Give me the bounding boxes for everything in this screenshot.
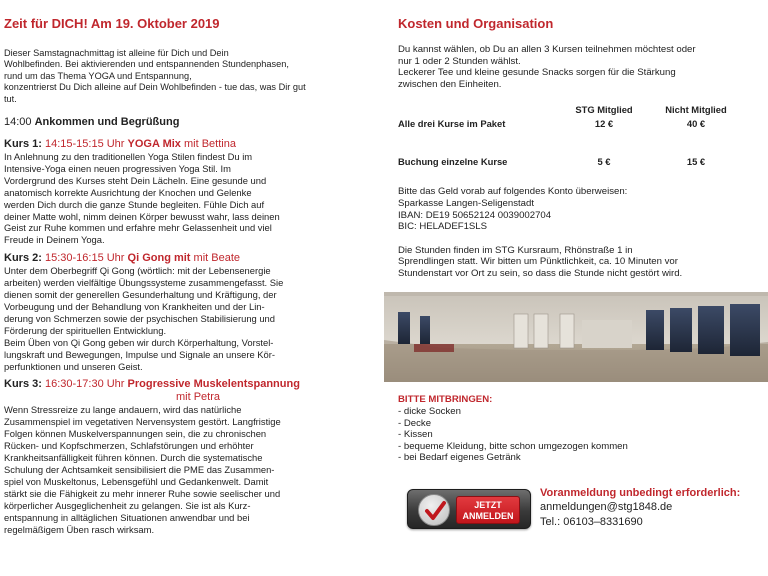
course-line: Vordergrund des Kurses steht Dein Lächeln. Eine gesunde und bbox=[4, 174, 267, 186]
registration-phone: Tel.: 06103–8331690 bbox=[540, 516, 643, 528]
course-line: In Anlehnung zu den traditionellen Yoga Stilen findest Du im bbox=[4, 151, 253, 163]
course-line: spiel von Muskeltonus, Lebensgefühl und Gedankenwelt. Damit bbox=[4, 475, 269, 487]
list-item: - bei Bedarf eigenes Getränk bbox=[398, 452, 521, 464]
list-item: - Kissen bbox=[398, 429, 433, 441]
room-panorama-image bbox=[384, 292, 768, 382]
course-heading bbox=[4, 138, 376, 151]
course-line: perfunktionen und unseren Geist. bbox=[4, 360, 143, 372]
registration-info bbox=[540, 486, 756, 530]
course-label: Kurs 2: bbox=[4, 252, 42, 265]
bank-line: IBAN: DE19 50652124 0039002704 bbox=[398, 209, 552, 221]
course-line: Förderung der spirituellen Entwicklung. bbox=[4, 324, 167, 336]
course-line: Geist zur Ruhe kommen und erfahre mehr Gelassenheit und viel bbox=[4, 222, 272, 234]
bring-title: BITTE MITBRINGEN: bbox=[398, 394, 493, 405]
price-row bbox=[398, 154, 742, 168]
bank-line: BIC: HELADEF1SLS bbox=[398, 221, 488, 233]
course-description bbox=[4, 265, 376, 372]
price-header-nonmember: Nicht Mitglied bbox=[665, 103, 727, 115]
bring-list bbox=[398, 406, 738, 464]
intro-line: rund um das Thema YOGA und Entspannung, bbox=[4, 70, 192, 81]
costs-line: zwischen den Einheiten. bbox=[398, 78, 502, 90]
course-line: anatomisch korrekte Ausrichtung der Knochen und Gelenke bbox=[4, 186, 252, 198]
price-member: 12 € bbox=[594, 117, 614, 129]
location-line: Sprendlingen statt. Wir bitten um Pünktlichkeit, ca. 10 Minuten vor bbox=[398, 256, 678, 268]
intro-line: Dieser Samstagnachmittag ist alleine für Dich und Dein bbox=[4, 48, 229, 58]
course-time: 16:30-17:30 Uhr bbox=[44, 378, 125, 391]
course-time: 14:15-15:15 Uhr bbox=[44, 138, 125, 151]
bank-line: Bitte das Geld vorab auf folgendes Konto überweisen: bbox=[398, 186, 628, 198]
course-3 bbox=[4, 378, 376, 535]
course-line: Intensive-Yoga einen neuen progressiven Yoga Stil. Im bbox=[4, 162, 231, 174]
price-nonmember: 40 € bbox=[686, 117, 706, 129]
bank-details bbox=[398, 186, 754, 232]
course-line: Beim Üben von Qi Gong geben wir durch Körperhaltung, Vorstel- bbox=[4, 336, 274, 348]
price-table bbox=[398, 102, 742, 168]
course-line: derung von Schmerzen sowie der psychischen Stabilisierung und bbox=[4, 312, 275, 324]
course-line: regelmäßigem Üben rasch wirksam. bbox=[4, 523, 155, 535]
course-line: Unter dem Oberbegriff Qi Gong (wörtlich: mit der Lebensenergie bbox=[4, 265, 271, 277]
course-line: entspannung in alltäglichen Situationen anwendbar und bei bbox=[4, 511, 250, 523]
course-room-photo bbox=[384, 292, 768, 382]
course-line: Vorbeugung und der Behandlung von Krankheiten und der Lin- bbox=[4, 301, 265, 312]
course-description bbox=[4, 404, 376, 535]
course-name: Qi Gong mit bbox=[127, 252, 191, 265]
register-now-label: JETZT ANMELDEN bbox=[456, 496, 520, 524]
course-line: Krankheitsanfälligkeit führen können. Durch die systematische bbox=[4, 452, 263, 464]
checkmark-icon bbox=[418, 494, 450, 526]
course-label: Kurs 3: bbox=[4, 378, 42, 391]
left-column bbox=[4, 16, 376, 541]
course-time: 15:30-16:15 Uhr bbox=[44, 252, 125, 265]
arrival-label: Ankommen und Begrüßung bbox=[34, 116, 180, 129]
intro-line: tut. bbox=[4, 93, 17, 104]
costs-line: nur 1 oder 2 Stunden wählst. bbox=[398, 55, 521, 67]
course-name: YOGA Mix bbox=[127, 138, 181, 151]
list-item: - bequeme Kleidung, bitte schon umgezogen kommen bbox=[398, 440, 628, 452]
right-column bbox=[398, 16, 754, 280]
course-line: Freude in Deinem Yoga. bbox=[4, 234, 105, 246]
costs-line: Du kannst wählen, ob Du an allen 3 Kursen teilnehmen möchtest oder bbox=[398, 44, 696, 55]
location-line: Die Stunden finden im STG Kursraum, Rhönstraße 1 in bbox=[398, 244, 633, 256]
registration-title: Voranmeldung unbedingt erforderlich: bbox=[540, 487, 741, 499]
course-2 bbox=[4, 252, 376, 372]
price-row bbox=[398, 116, 742, 130]
course-instructor: mit Petra bbox=[176, 391, 221, 404]
course-label: Kurs 1: bbox=[4, 138, 42, 151]
costs-intro bbox=[398, 44, 754, 90]
intro-paragraph bbox=[4, 48, 376, 105]
register-now-button[interactable] bbox=[407, 489, 531, 529]
list-item: - dicke Socken bbox=[398, 406, 461, 417]
course-description bbox=[4, 151, 376, 246]
course-1 bbox=[4, 138, 376, 246]
price-header-row bbox=[398, 102, 742, 116]
price-row-label: Alle drei Kurse im Paket bbox=[398, 117, 506, 129]
arrival-line bbox=[4, 115, 376, 129]
price-row-label: Buchung einzelne Kurse bbox=[398, 155, 508, 167]
course-line: lungskraft und Bewegungen, Impulse und Signale an unsere Kör- bbox=[4, 348, 276, 360]
arrival-time: 14:00 bbox=[4, 116, 32, 129]
registration-email[interactable]: anmeldungen@stg1848.de bbox=[540, 501, 673, 513]
list-item: - Decke bbox=[398, 417, 432, 429]
course-line: arbeiten) werden vielfältige Übungssysteme zusammengefasst. Sie bbox=[4, 277, 284, 289]
course-instructor: mit Bettina bbox=[183, 138, 236, 151]
bank-line: Sparkasse Langen-Seligenstadt bbox=[398, 197, 535, 209]
course-instructor: mit Beate bbox=[193, 252, 241, 265]
course-line: Schulung der Achtsamkeit sensibilisiert die PME das Zusammen- bbox=[4, 463, 275, 475]
page-title: Zeit für DICH! Am 19. Oktober 2019 bbox=[4, 16, 220, 31]
course-line: Rücken- und Kopfschmerzen, Schlafstörungen und erhöhter bbox=[4, 440, 254, 452]
intro-line: Wohlbefinden. Bei aktivierenden und entspannenden Stundenphasen, bbox=[4, 59, 289, 70]
course-line: Zusammenspiel im vegetativen Nervensystem gestört. Langfristige bbox=[4, 416, 281, 428]
location-info bbox=[398, 245, 754, 280]
costs-title: Kosten und Organisation bbox=[398, 16, 554, 31]
course-heading bbox=[4, 378, 376, 391]
course-line: Wenn Stressreize zu lange andauern, wird das natürliche bbox=[4, 404, 242, 416]
course-heading bbox=[4, 252, 376, 265]
price-nonmember: 15 € bbox=[686, 155, 706, 167]
course-line: körperlicher Ausgeglichenheit zu gelangen. Sie ist als Kurz- bbox=[4, 499, 251, 511]
costs-line: Leckerer Tee und kleine gesunde Snacks sorgen für die Stärkung bbox=[398, 67, 676, 79]
intro-line: konzentrierst Du Dich alleine auf Dein Wohlbefinden - tue das, was Dir gut bbox=[4, 82, 306, 93]
course-line: werden Dich durch die ganze Stunde begleiten. Fühle Dich auf bbox=[4, 198, 265, 210]
course-name: Progressive Muskelentspannung bbox=[127, 378, 300, 391]
price-header-member: STG Mitglied bbox=[575, 103, 633, 115]
bring-list-section bbox=[398, 394, 738, 464]
course-line: dienen somit der generellen Gesunderhaltung und Kräftigung, der bbox=[4, 289, 277, 301]
price-member: 5 € bbox=[597, 155, 611, 167]
location-line: Stundenstart vor Ort zu sein, so dass die Stunde nicht gestört wird. bbox=[398, 267, 683, 279]
course-line: stärkt sie die Fähigkeit zu mehr innerer Ruhe sowie seelischer und bbox=[4, 487, 281, 499]
course-line: Folgen können Muskelverspannungen sein, die zu chronischen bbox=[4, 428, 267, 440]
course-line: deiner Matte wohl, nimm deinen Körper bewusst wahr, lass deinen bbox=[4, 210, 280, 222]
